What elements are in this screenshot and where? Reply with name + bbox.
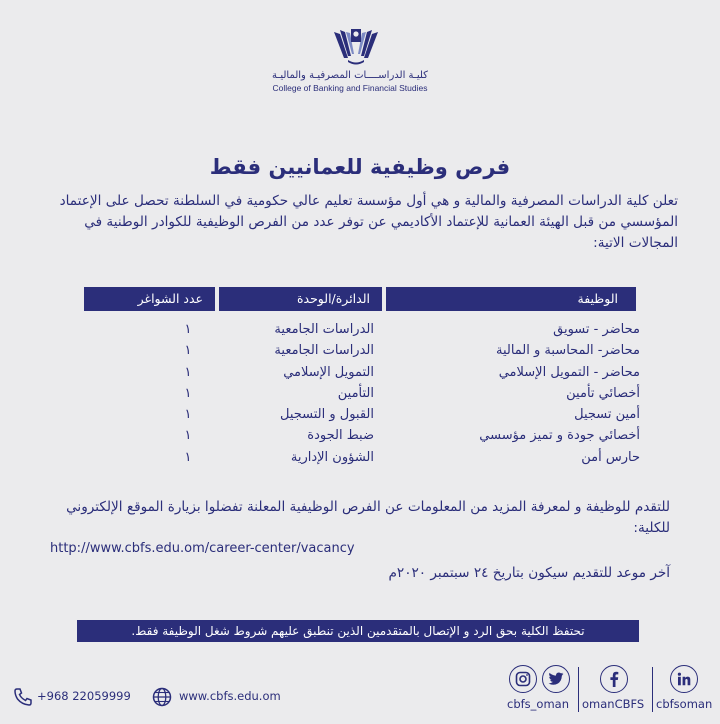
table-row-count: ١ (184, 322, 192, 337)
department-column (274, 319, 374, 468)
header-job: الوظيفة (386, 287, 636, 311)
table-row-count: ١ (184, 343, 192, 359)
footer-divider (652, 667, 653, 712)
table-row-dept: ضبط الجودة (307, 428, 374, 444)
phone-icon (13, 687, 33, 707)
table-row-job: حارس أمن (581, 449, 640, 465)
table-row-count: ١ (184, 449, 192, 465)
table-row-job: محاضر - التمويل الإسلامي (498, 364, 640, 380)
instagram-icon[interactable] (509, 665, 537, 693)
twitter-icon[interactable] (542, 665, 570, 693)
phone-number[interactable]: +968 22059999 (37, 689, 131, 703)
instagram-twitter-handle: cbfs_oman (507, 697, 569, 711)
college-logo-icon (330, 26, 382, 66)
table-row-job: أخصائي تأمين (566, 385, 640, 401)
table-row-count: ١ (184, 407, 192, 423)
vacancy-link[interactable]: http://www.cbfs.edu.om/career-center/vacancy (50, 541, 355, 556)
deadline-text: آخر موعد للتقديم سيكون بتاريخ ٢٤ سبتمبر ٢٠٢٠م (388, 565, 670, 581)
globe-icon (152, 687, 172, 707)
table-row-job: محاضر - تسويق (553, 322, 640, 337)
table-row-dept: القبول و التسجيل (279, 407, 374, 423)
intro-paragraph: تعلن كلية الدراسات المصرفية والمالية و هي أول مؤسسة تعليم عالي حكومية في السلطنة تحصل على الإعتماد المؤسسي من قبل الهيئة العمانية للإعتماد الأكاديمي عن توفر عدد من الفرص الوظيفية للكوادر الوطنية في المجالات الاتية: (59, 193, 678, 251)
website-url[interactable]: www.cbfs.edu.om (179, 689, 281, 703)
table-row-job: أمين تسجيل (574, 407, 640, 423)
linkedin-icon[interactable] (670, 665, 698, 693)
table-row-dept: الدراسات الجامعية (274, 343, 374, 359)
table-row-count: ١ (184, 428, 192, 444)
disclaimer-note: تحتفظ الكلية بحق الرد و الإتصال بالمتقدمين الذين تنطبق عليهم شروط شغل الوظيفة فقط. (77, 620, 639, 642)
logo-arabic-name: كليـة الدراســــات المصرفيـة والماليـة (272, 70, 428, 81)
page-title: فرص وظيفية للعمانيين فقط (209, 155, 511, 179)
footer-divider (578, 667, 579, 712)
linkedin-handle: cbfsoman (656, 697, 713, 711)
job-column (479, 319, 640, 468)
facebook-icon[interactable] (600, 665, 628, 693)
table-row-count: ١ (184, 385, 192, 401)
table-row-dept: الدراسات الجامعية (274, 322, 374, 337)
table-row-dept: الشؤون الإدارية (290, 449, 374, 465)
vacancies-column (178, 319, 198, 468)
header-vacancies: عدد الشواغر (84, 287, 215, 311)
table-row-dept: التأمين (337, 385, 374, 401)
header-department: الدائرة/الوحدة (219, 287, 382, 311)
logo-english-name: College of Banking and Financial Studies (272, 83, 428, 93)
facebook-handle: omanCBFS (582, 697, 645, 711)
table-row-job: أخصائي جودة و تميز مؤسسي (479, 428, 640, 444)
apply-paragraph: للتقدم للوظيفة و لمعرفة المزيد من المعلومات عن الفرص الوظيفية المعلنة تفضلوا بزيارة الموقع الإلكتروني للكلية: (66, 499, 670, 536)
table-row-job: محاضر- المحاسبة و المالية (495, 343, 640, 359)
table-row-count: ١ (184, 364, 192, 380)
table-row-dept: التمويل الإسلامي (283, 364, 374, 380)
